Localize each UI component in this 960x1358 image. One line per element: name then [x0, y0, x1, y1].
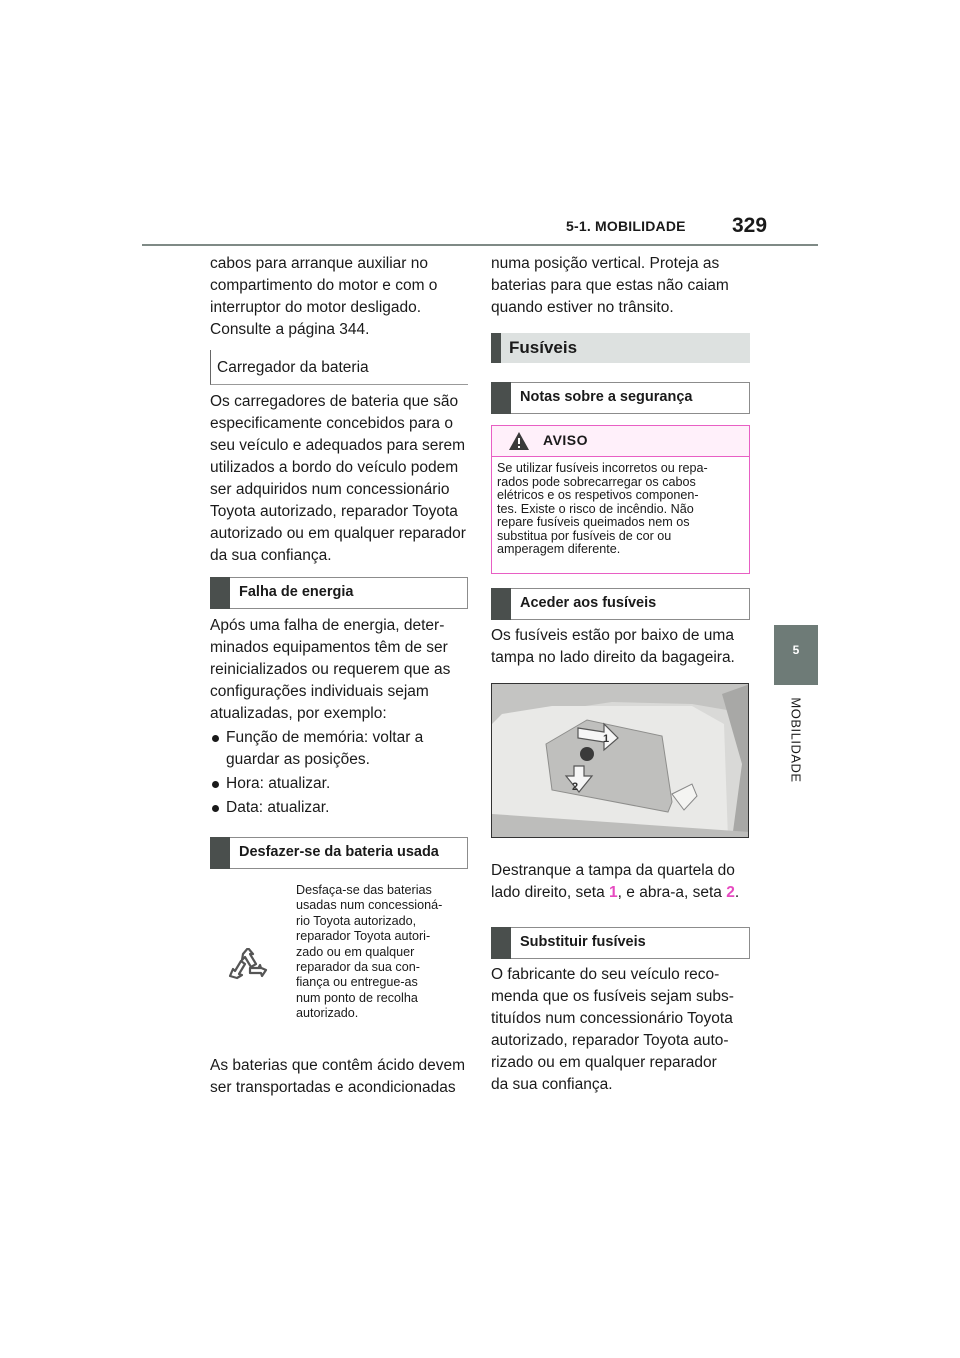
text-line: rizado ou em qualquer reparador — [491, 1054, 717, 1071]
text-line: quando estiver no trânsito. — [491, 299, 674, 316]
heading-text: Notas sobre a segurança — [520, 389, 693, 405]
heading-fuses — [491, 333, 750, 363]
power-failure-paragraph — [210, 615, 468, 819]
list-item — [210, 797, 468, 819]
text-line: amperagem diferente. — [497, 542, 621, 556]
text-line: seu veículo e adequados para serem — [210, 437, 466, 454]
arrow-1-ref: 1 — [609, 884, 618, 901]
text-line: As baterias que contêm ácido devem — [210, 1057, 466, 1074]
text-line: da sua confiança. — [210, 547, 332, 564]
access-paragraph — [491, 625, 750, 669]
text-line: autorizado, reparador Toyota auto- — [491, 1032, 729, 1049]
text-line: menda que os fusíveis sejam subs- — [491, 988, 734, 1005]
text-line: baterias para que estas não caiam — [491, 277, 729, 294]
caption-text: . — [734, 884, 740, 901]
page-number: 329 — [732, 214, 768, 237]
text-line: atualizadas, por exemplo: — [210, 705, 387, 722]
text-line: reparador Toyota autori- — [296, 929, 431, 944]
text-line: utilizados a bordo do veículo podem — [210, 459, 459, 476]
list-item-text: Função de memória: voltar a — [226, 729, 424, 746]
heading-power-failure — [210, 577, 468, 609]
text-line — [491, 882, 750, 904]
text-line: Consulte a página 344. — [210, 321, 370, 338]
recycle-icon — [228, 948, 268, 989]
list-item — [210, 727, 468, 771]
arrow-2-label: 2 — [572, 781, 579, 793]
text-line: Após uma falha de energia, deter- — [210, 617, 445, 634]
heading-text: Fusíveis — [509, 338, 578, 357]
text-line: tes. Existe o risco de incêndio. Não — [497, 501, 694, 516]
text-line: fiança ou entregue-as — [296, 975, 418, 990]
list-item-text: Data: atualizar. — [226, 799, 330, 816]
text-line: configurações individuais sejam — [210, 683, 429, 700]
heading-bar — [491, 927, 511, 959]
text-line: minados equipamentos têm de ser — [210, 639, 448, 656]
text-line: da sua confiança. — [491, 1076, 613, 1093]
heading-bar — [210, 577, 230, 609]
warning-header — [492, 426, 749, 457]
arrow-2-ref: 2 — [726, 884, 735, 901]
text-line: tituídos num concessionário Toyota — [491, 1010, 733, 1027]
text-line: num ponto de recolha — [296, 990, 418, 1005]
text-line: ser transportadas e acondicionadas — [210, 1079, 456, 1096]
trunk-fuse-cover-photo — [491, 683, 749, 838]
text-line: cabos para arranque auxiliar no — [210, 255, 428, 272]
text-line: reparador da sua con- — [296, 960, 420, 975]
heading-text: Falha de energia — [239, 584, 354, 600]
text-line: compartimento do motor e com o — [210, 277, 438, 294]
text-line: rio Toyota autorizado, — [296, 913, 417, 928]
heading-bar — [491, 382, 511, 414]
text-line: Os fusíveis estão por baixo de uma — [491, 627, 734, 644]
text-line: autorizado ou em qualquer reparador — [210, 525, 466, 542]
text-line: ser adquiridos num concessionário — [210, 481, 450, 498]
text-line: elétricos e os respetivos componen- — [497, 488, 699, 502]
text-line: Destranque a tampa da quartela do — [491, 862, 735, 879]
list-item — [210, 773, 468, 795]
heading-text: Aceder aos fusíveis — [520, 595, 657, 611]
text-line: O fabricante do seu veículo reco- — [491, 966, 720, 983]
list-item-text: Hora: atualizar. — [226, 775, 331, 792]
caption-text: lado direito, seta — [491, 884, 610, 901]
heading-bar — [491, 588, 511, 620]
heading-text: Desfazer-se da bateria usada — [239, 844, 439, 860]
heading-battery-disposal — [210, 837, 468, 869]
text-line: Os carregadores de bateria que são — [210, 393, 459, 410]
replace-paragraph — [491, 964, 750, 1096]
heading-bar — [210, 837, 230, 869]
text-line: Se utilizar fusíveis incorretos ou repa- — [497, 461, 708, 475]
warning-box — [491, 425, 750, 574]
heading-safety-notes — [491, 382, 750, 414]
disposal-text — [296, 883, 468, 1022]
text-line: repare fusíveis queimados nem os — [497, 515, 690, 529]
text-line: zado ou em qualquer — [296, 944, 415, 959]
continued-paragraph — [491, 253, 750, 319]
text-line: substitua por fusíveis de cor ou — [497, 528, 672, 543]
intro-paragraph — [210, 253, 468, 341]
text-line: especificamente concebidos para o — [210, 415, 453, 432]
text-line: interruptor do motor desligado. — [210, 299, 422, 316]
arrow-1-label: 1 — [603, 733, 610, 745]
text-line: rados pode sobrecarregar os cabos — [497, 474, 696, 489]
chapter-number: 5 — [792, 643, 800, 657]
warning-label: AVISO — [543, 432, 589, 448]
text-line: tampa no lado direito da bagageira. — [491, 649, 735, 666]
warning-text — [497, 462, 744, 557]
list-item-text: guardar as posições. — [226, 751, 370, 768]
charger-paragraph — [210, 391, 468, 567]
heading-bar — [491, 333, 501, 363]
text-line: autorizado. — [296, 1006, 359, 1021]
label-box — [210, 350, 468, 385]
header-divider — [142, 244, 818, 246]
heading-access-fuses — [491, 588, 750, 620]
label-box-text: Carregador da bateria — [217, 359, 369, 376]
chapter-tab — [774, 625, 818, 685]
heading-replace-fuses — [491, 927, 750, 959]
heading-text: Substituir fusíveis — [520, 934, 646, 950]
text-line: Desfaça-se das baterias — [296, 883, 432, 897]
text-line: reinicializados ou requerem que as — [210, 661, 451, 678]
caption-text: , e abra-a, seta — [617, 884, 727, 901]
chapter-label: MOBILIDADE — [788, 697, 804, 783]
text-line: Toyota autorizado, reparador Toyota — [210, 503, 458, 520]
section-title: 5-1. MOBILIDADE — [566, 218, 686, 234]
disposal-note — [210, 878, 468, 1044]
warning-icon — [508, 431, 530, 456]
photo-caption — [491, 860, 750, 904]
acid-paragraph — [210, 1055, 468, 1099]
text-line: usadas num concessioná- — [296, 898, 443, 913]
text-line: numa posição vertical. Proteja as — [491, 255, 720, 272]
